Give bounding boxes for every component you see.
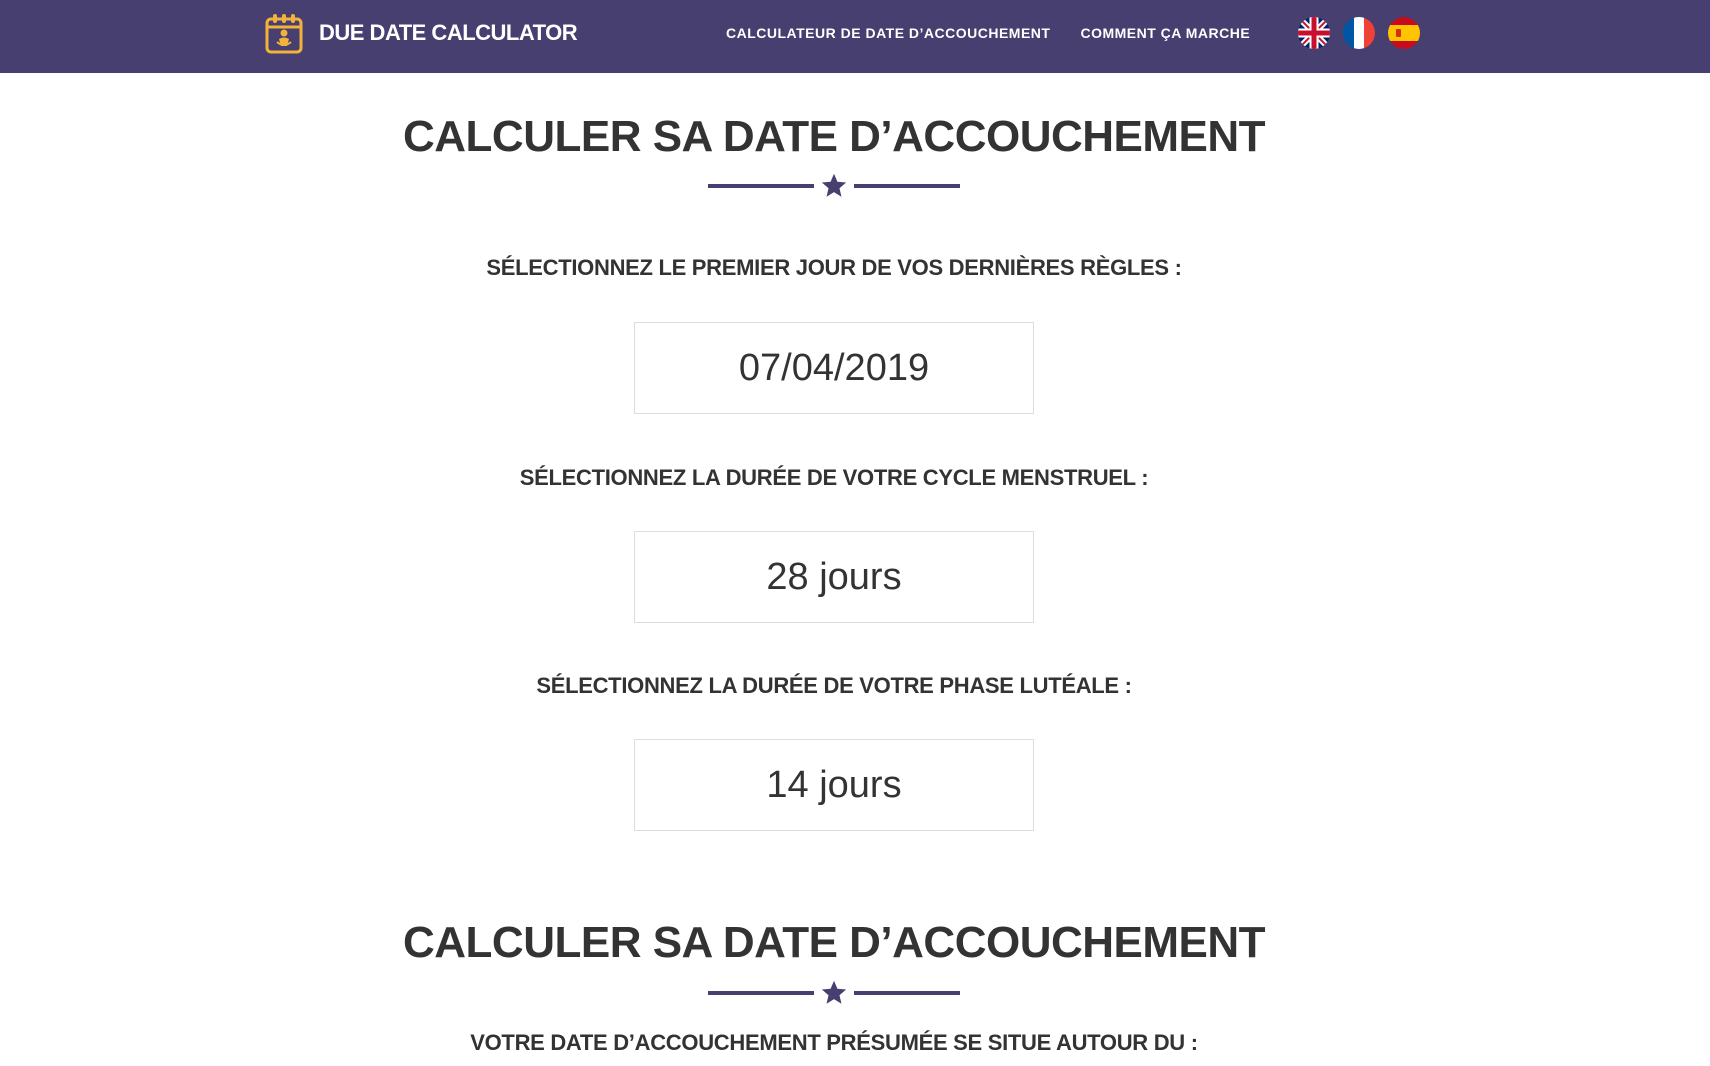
cycle-length-select[interactable] [634,531,1034,623]
navbar [0,0,1710,73]
spain-flag-icon[interactable] [1388,17,1420,49]
result-title: CALCULER SA DATE D’ACCOUCHEMENT [402,918,1266,967]
france-flag-icon[interactable] [1343,17,1375,49]
brand-link[interactable] [265,12,577,54]
result-title-divider [708,978,960,1008]
due-date-label: VOTRE DATE D’ACCOUCHEMENT PRÉSUMÉE SE SITUE AUTOUR DU : [470,1030,1198,1055]
divider-line-right [854,184,960,188]
last-period-label: SÉLECTIONNEZ LE PREMIER JOUR DE VOS DERNIÈRES RÈGLES : [486,255,1182,280]
divider-line-right [854,991,960,995]
main-nav [726,0,1280,66]
divider-line-left [708,991,814,995]
star-icon [820,172,848,200]
nav-link-calculator[interactable]: CALCULATEUR DE DATE D’ACCOUCHEMENT [726,25,1051,41]
cycle-length-label: SÉLECTIONNEZ LA DURÉE DE VOTRE CYCLE MENSTRUEL : [519,465,1149,490]
language-switcher [1298,17,1433,49]
calculator-title: CALCULER SA DATE D’ACCOUCHEMENT [402,112,1266,161]
luteal-phase-select[interactable] [634,739,1034,831]
star-icon [820,979,848,1007]
divider-line-left [708,184,814,188]
luteal-phase-label: SÉLECTIONNEZ LA DURÉE DE VOTRE PHASE LUTÉALE : [536,673,1132,698]
brand-name: DUE DATE CALCULATOR [319,20,578,45]
baby-calendar-icon [265,12,303,54]
title-divider [708,171,960,201]
uk-flag-icon[interactable] [1298,17,1330,49]
last-period-date-input[interactable] [634,322,1034,414]
nav-link-how-it-works[interactable]: COMMENT ÇA MARCHE [1080,25,1251,41]
